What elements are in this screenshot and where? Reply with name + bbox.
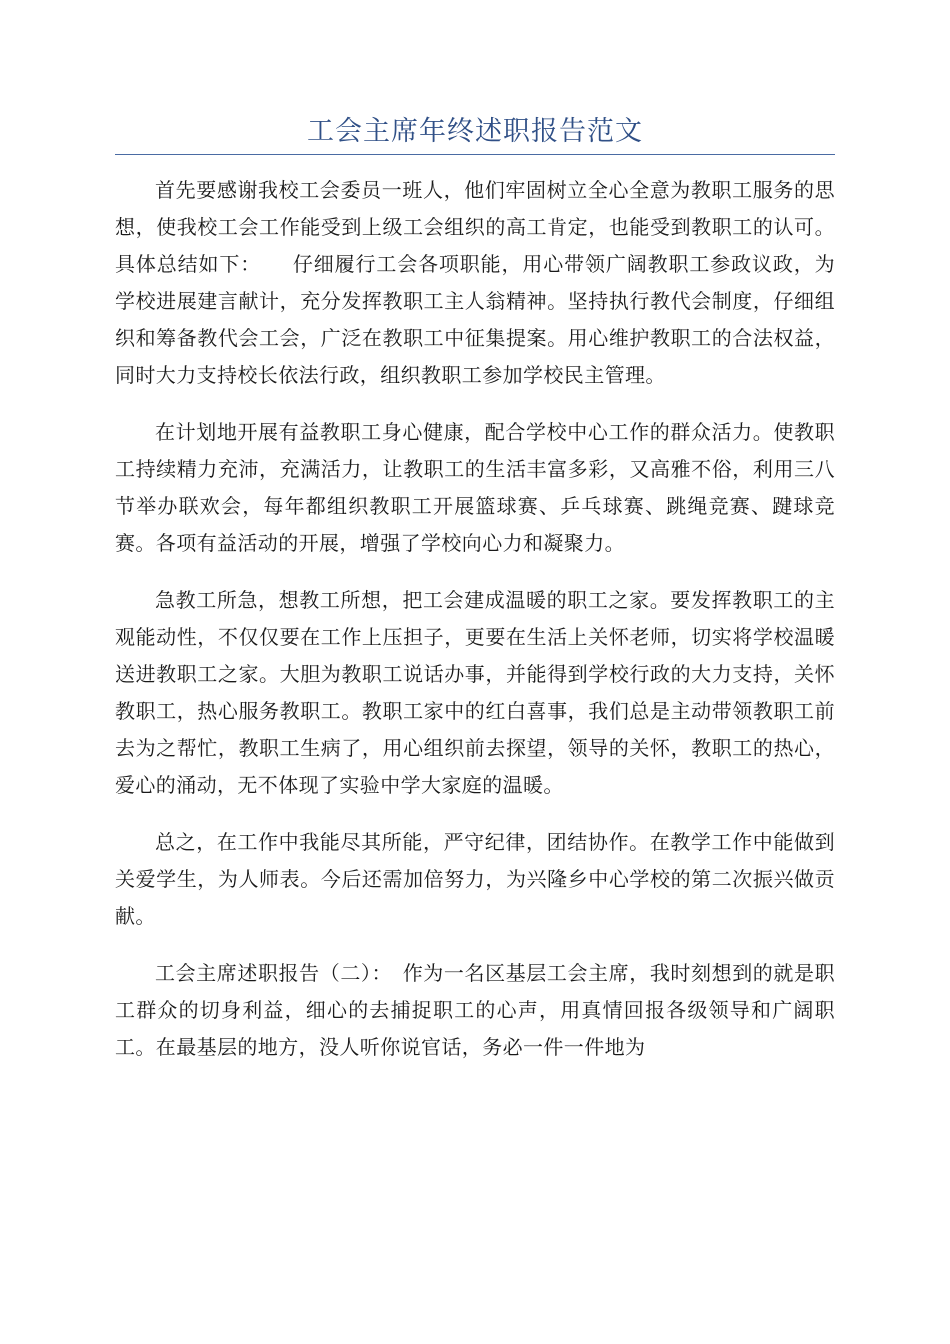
document-title: 工会主席年终述职报告范文	[307, 116, 643, 147]
title-divider	[115, 154, 835, 155]
paragraph-2: 在计划地开展有益教职工身心健康，配合学校中心工作的群众活力。使教职工持续精力充沛，充满活力，让教职工的生活丰富多彩，又高雅不俗，利用三八节举办联欢会，每年都组织教职工开展篮球赛、乒乓球赛、跳绳竞赛、踺球竞赛。各项有益活动的开展，增强了学校向心力和凝聚力。	[115, 420, 835, 555]
document-body	[115, 172, 835, 1066]
paragraph-5: 工会主席述职报告（二）： 作为一名区基层工会主席，我时刻想到的就是职工群众的切身利益，细心的去捕捉职工的心声，用真情回报各级领导和广阔职工。在最基层的地方，没人听你说官话，务必一件一件地为	[115, 961, 835, 1059]
paragraph-1: 首先要感谢我校工会委员一班人，他们牢固树立全心全意为教职工服务的思想，使我校工会工作能受到上级工会组织的高工肯定，也能受到教职工的认可。具体总结如下： 仔细履行工会各项职能，用心带领广阔教职工参政议政，为学校进展建言献计，充分发挥教职工主人翁精神。坚持执行教代会制度，仔细组织和筹备教代会工会，广泛在教职工中征集提案。用心维护教职工的合法权益，同时大力支持校长依法行政，组织教职工参加学校民主管理。	[115, 178, 835, 387]
paragraph-4: 总之，在工作中我能尽其所能，严守纪律，团结协作。在教学工作中能做到关爱学生，为人师表。今后还需加倍努力，为兴隆乡中心学校的第二次振兴做贡献。	[115, 830, 835, 928]
paragraph-3: 急教工所急，想教工所想，把工会建成温暖的职工之家。要发挥教职工的主观能动性，不仅仅要在工作上压担子，更要在生活上关怀老师，切实将学校温暖送进教职工之家。大胆为教职工说话办事，并能得到学校行政的大力支持，关怀教职工，热心服务教职工。教职工家中的红白喜事，我们总是主动带领教职工前去为之帮忙，教职工生病了，用心组织前去探望，领导的关怀，教职工的热心，爱心的涌动，无不体现了实验中学大家庭的温暖。	[115, 588, 835, 797]
